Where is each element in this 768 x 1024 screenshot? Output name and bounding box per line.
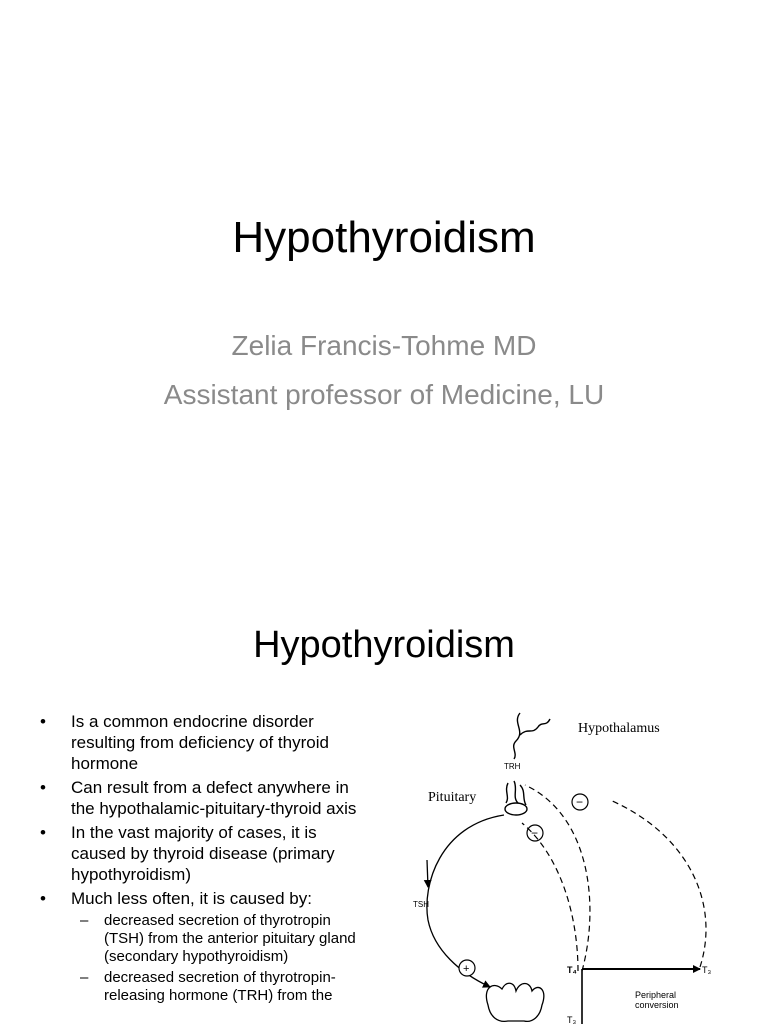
bullet-marker: • [40, 889, 46, 908]
slide-title: Hypothyroidism [232, 213, 536, 262]
bullet-marker: • [40, 823, 46, 842]
dash-marker: – [80, 969, 89, 986]
inhibition-sign-upper: − [576, 795, 584, 809]
label-t4: T₄ [567, 965, 577, 975]
bullet-text: Is a common endocrine disorder resulting from deficiency of thyroid hormone [71, 712, 329, 773]
axis-diagram-svg [400, 705, 740, 1024]
sub-bullet-item [40, 969, 370, 1005]
bullet-item [40, 711, 370, 774]
feedback-arc-to-hypothalamus [525, 785, 590, 971]
author-name: Zelia Francis-Tohme MD [231, 330, 537, 361]
stimulation-sign: + [463, 963, 470, 975]
sub-bullet-text: decreased secretion of thyrotropin (TSH) from the anterior pituitary gland (secondary hypothyroidism) [104, 912, 356, 965]
inhibition-sign-lower: − [531, 826, 539, 840]
label-peripheral: Peripheral [635, 990, 677, 1000]
bullet-item [40, 822, 370, 885]
sub-bullet-item [40, 912, 370, 966]
bullet-marker: • [40, 712, 46, 731]
label-hypothalamus: Hypothalamus [578, 721, 660, 736]
thyroid-axis-diagram [400, 705, 740, 1024]
author-position: Assistant professor of Medicine, LU [163, 379, 605, 410]
t3-feedback-arc [610, 800, 706, 967]
label-tsh: TSH [413, 900, 429, 909]
pituitary-gland-shape [505, 803, 527, 815]
label-pituitary: Pituitary [428, 790, 477, 805]
bullet-list [40, 711, 370, 1008]
bullet-text: In the vast majority of cases, it is caused by thyroid disease (primary hypothyroidism) [71, 823, 335, 884]
bullet-marker: • [40, 778, 46, 797]
slide-title: Hypothyroidism [253, 624, 515, 666]
dash-marker: – [80, 912, 89, 929]
label-conversion: conversion [635, 1000, 679, 1010]
content-slide [0, 580, 768, 1024]
label-t3: T₃ [702, 965, 712, 975]
pituitary-stalk-shape [506, 781, 526, 805]
bullet-item [40, 888, 370, 909]
sub-bullet-text: decreased secretion of thyrotropin-releasing hormone (TRH) from the [104, 969, 336, 1004]
label-trh: TRH [504, 762, 521, 771]
feedback-arc-to-pituitary [522, 823, 578, 971]
tsh-direction-arrow [427, 860, 428, 887]
bullet-text: Much less often, it is caused by: [71, 889, 312, 908]
bullet-item [40, 777, 370, 819]
bullet-text: Can result from a defect anywhere in the hypothalamic-pituitary-thyroid axis [71, 778, 357, 818]
label-t3-bottom: T₃ [567, 1015, 577, 1024]
hypothalamus-neuron-shape [514, 713, 550, 759]
thyroid-gland-shape [486, 983, 543, 1021]
